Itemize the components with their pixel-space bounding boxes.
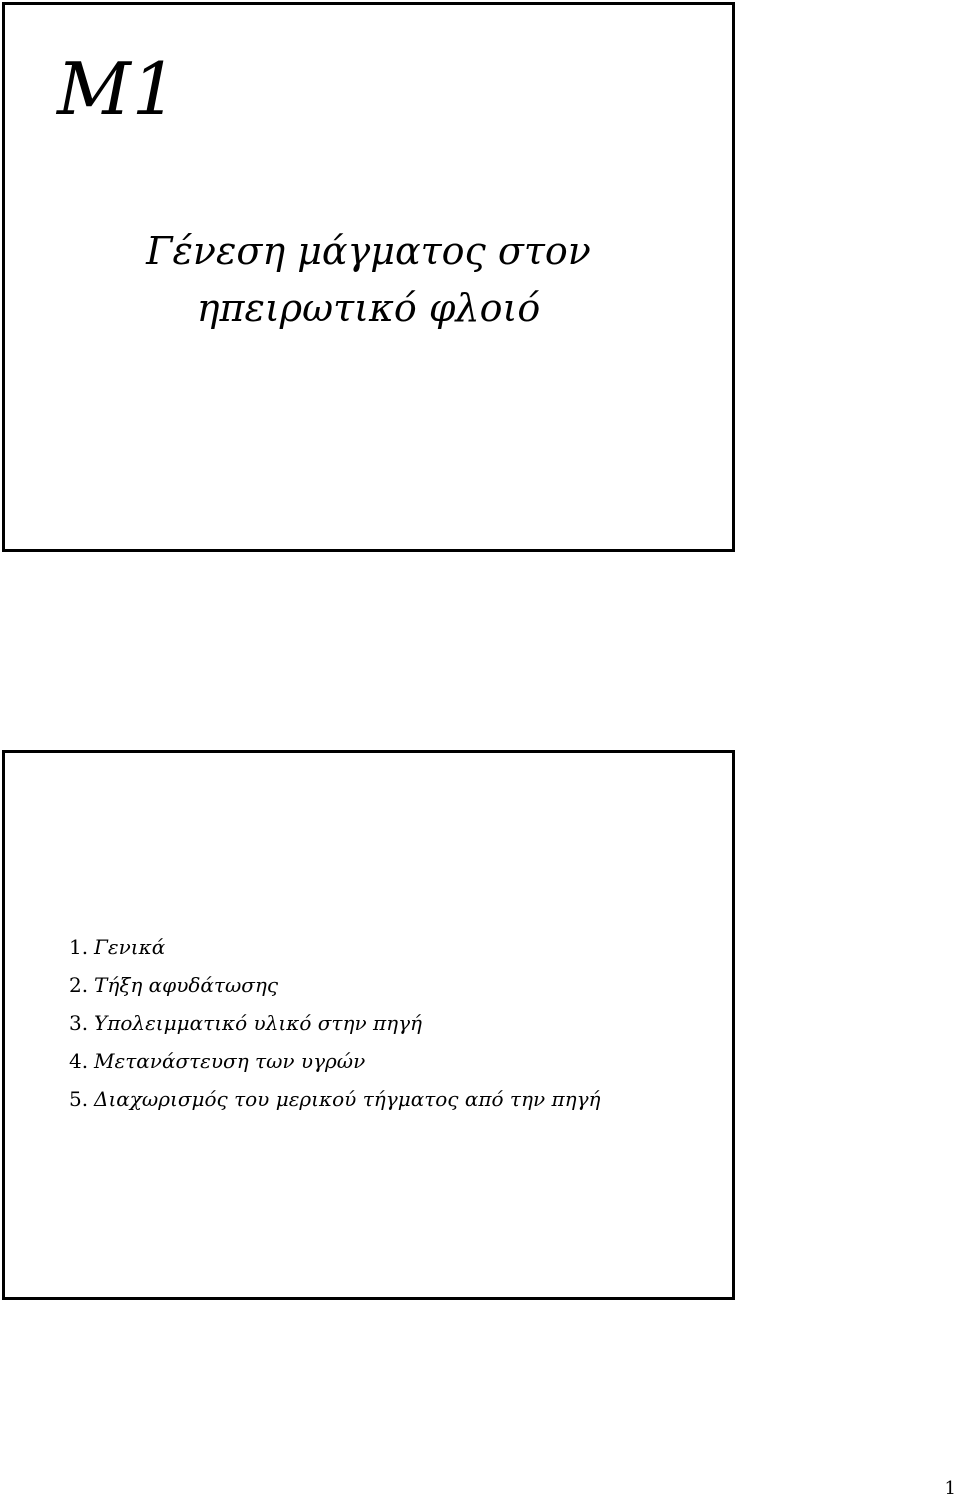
slide-title (2, 2, 735, 552)
outline-list (69, 928, 601, 1118)
list-item (69, 966, 601, 1004)
item-text: Τήξη αφυδάτωσης (94, 973, 279, 997)
item-text: Διαχωρισμός του μερικού τήγματος από την πηγή (94, 1087, 601, 1111)
slide-subtitle (5, 223, 732, 337)
subtitle-line: ηπειρωτικό φλοιό (196, 286, 541, 330)
slide-outline (2, 750, 735, 1300)
item-text: Γενικά (94, 935, 166, 959)
slide-heading: M1 (57, 47, 179, 131)
item-text: Μετανάστευση των υγρών (94, 1049, 366, 1073)
page-number: 1 (944, 1478, 956, 1499)
item-number: 2. (69, 973, 89, 997)
item-number: 3. (69, 1011, 89, 1035)
list-item (69, 928, 601, 966)
list-item (69, 1004, 601, 1042)
list-item (69, 1042, 601, 1080)
item-text: Υπολειμματικό υλικό στην πηγή (94, 1011, 423, 1035)
item-number: 5. (69, 1087, 89, 1111)
list-item (69, 1080, 601, 1118)
item-number: 4. (69, 1049, 89, 1073)
subtitle-line: Γένεση μάγματος στον (146, 229, 591, 273)
item-number: 1. (69, 935, 89, 959)
